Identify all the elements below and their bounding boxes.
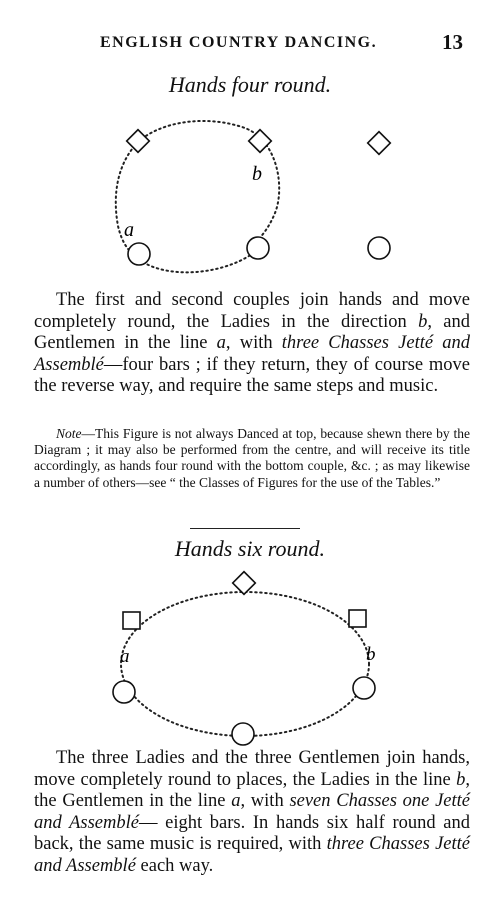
page-number: 13 bbox=[442, 30, 463, 54]
dancer-diamond-3 bbox=[368, 132, 391, 155]
line-label-b: b bbox=[252, 163, 262, 185]
p2-text-4: — eight bars. In hands six half round and back, the same music is required, with bbox=[34, 812, 470, 854]
p2-label-a: a bbox=[231, 791, 241, 811]
p2-steps-2: three Chasses Jetté and Assemblé bbox=[34, 834, 471, 876]
note-text: —This Figure is not always Danced at top, because shewn there by the Diagram ; it may also be performed from the centre, and will receive its title accordingly, as hands four round with the bottom couple, &c. ; as may likewise a number of others—see “ the Classes of Figures for the use of the Tables.” bbox=[34, 426, 470, 490]
dancer-circle-right bbox=[353, 677, 375, 699]
p1-steps: three Chasses Jetté and Assemblé bbox=[34, 333, 470, 375]
dancer-circle-3 bbox=[368, 237, 390, 259]
p2-text-5: each way. bbox=[135, 855, 214, 876]
p1-label-a: a bbox=[216, 333, 226, 353]
paragraph-hands-four bbox=[34, 290, 470, 398]
p1-label-b: b bbox=[418, 311, 428, 332]
note-paragraph bbox=[34, 426, 470, 491]
dancer-square-left bbox=[123, 612, 140, 629]
figure2-dotted-path bbox=[121, 592, 369, 736]
running-title: ENGLISH COUNTRY DANCING. bbox=[100, 34, 378, 51]
p2-text-2: , the Gentlemen in the line bbox=[34, 769, 470, 811]
p2-text-3: , with bbox=[240, 791, 290, 811]
dancer-circle-2 bbox=[247, 237, 269, 259]
page-header bbox=[0, 30, 500, 58]
p1-text-3: , with bbox=[225, 333, 282, 353]
dancer-square-right bbox=[349, 610, 366, 627]
paragraph-hands-six bbox=[34, 748, 470, 877]
p1-text-1: The first and second couples join hands and move completely round, the Ladies in the direction bbox=[34, 290, 470, 332]
p2-steps-1: seven Chasses one Jetté and Assemblé bbox=[34, 791, 471, 833]
figure1-heading: Hands four round. bbox=[168, 72, 332, 97]
section-divider bbox=[190, 528, 300, 529]
p2-text-1: The three Ladies and the three Gentlemen join hands, move completely round to places, the Ladies in the line bbox=[34, 748, 470, 790]
note-label: Note bbox=[56, 426, 82, 441]
p1-text-2: , and Gentlemen in the line bbox=[34, 311, 470, 353]
line-label-a: a bbox=[124, 219, 134, 241]
hands-six-round-diagram bbox=[0, 570, 500, 755]
p2-label-b: b bbox=[456, 769, 466, 790]
dancer-diamond-1 bbox=[127, 130, 150, 153]
line-label-a: a bbox=[120, 646, 130, 667]
figure2-heading: Hands six round. bbox=[174, 536, 326, 561]
hands-four-round-diagram bbox=[0, 108, 500, 283]
dancer-circle-bottom bbox=[232, 723, 254, 745]
dancer-circle-left bbox=[113, 681, 135, 703]
dancer-diamond-top bbox=[233, 572, 256, 595]
line-label-b: b bbox=[366, 644, 376, 665]
dancer-circle-1 bbox=[128, 243, 150, 265]
dancer-diamond-2 bbox=[249, 130, 272, 153]
p1-text-4: —four bars ; if they return, they of course move the reverse way, and require the same steps and music. bbox=[34, 354, 470, 396]
